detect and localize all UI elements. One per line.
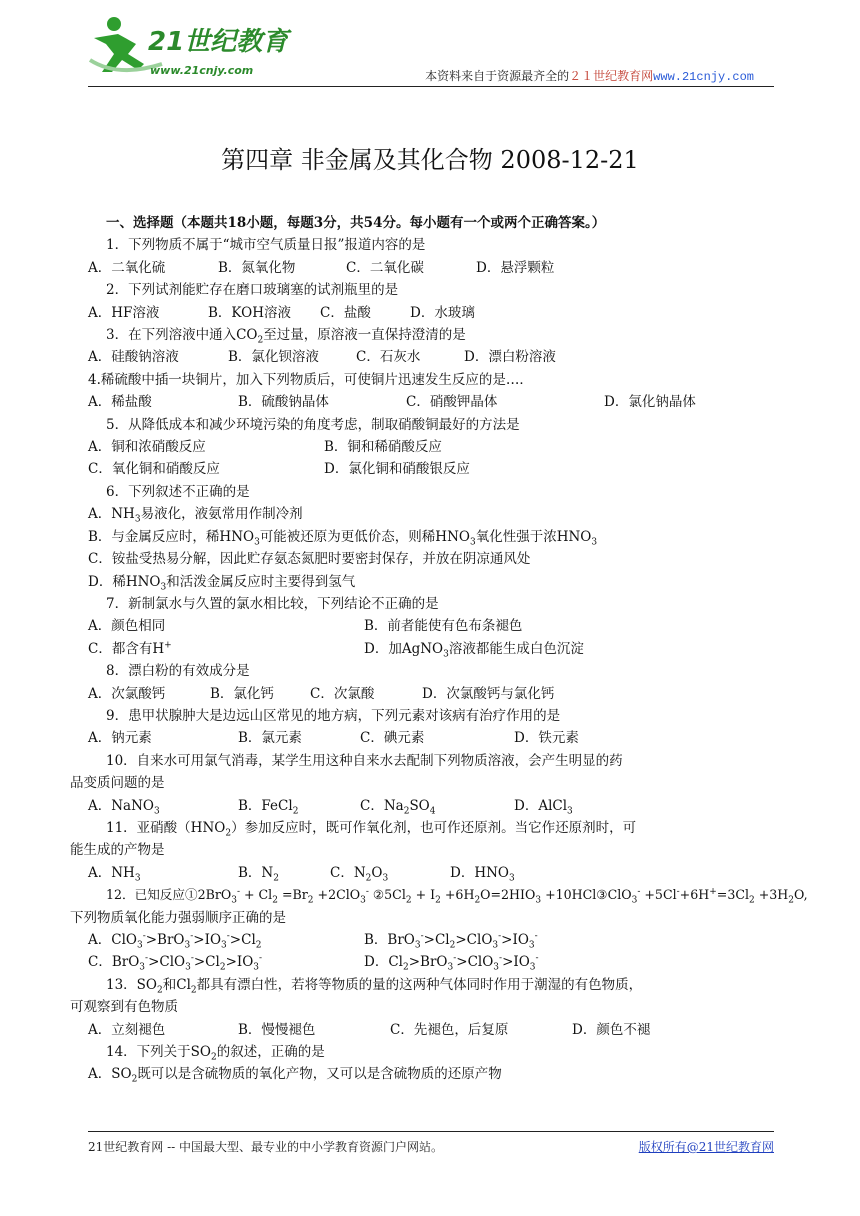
option-c: C．氧化铜和硝酸反应 bbox=[88, 461, 220, 478]
question-13-stem-cont: 可观察到有色物质 bbox=[70, 999, 178, 1016]
footer-divider bbox=[88, 1131, 774, 1132]
question-13-options bbox=[88, 1019, 780, 1041]
option-a: A．二氧化硫 bbox=[88, 259, 166, 276]
option-a: A．$ClO_3^->BrO_3^->IO_3^->Cl_2$ bbox=[88, 931, 262, 951]
option-a: A．颜色相同 bbox=[88, 618, 166, 635]
question-12-options bbox=[88, 929, 780, 951]
option-d: D．铁元素 bbox=[514, 730, 579, 747]
question-10-options bbox=[88, 795, 780, 817]
question-10-stem: 10．自来水可用氯气消毒，某学生用这种自来水去配制下列物质溶液，会产生明显的药 bbox=[106, 752, 623, 769]
question-2-stem: 2．下列试剂能贮存在磨口玻璃塞的试剂瓶里的是 bbox=[106, 282, 399, 299]
question-6-stem: 6．下列叙述不正确的是 bbox=[106, 483, 250, 500]
option-a: A．立刻褪色 bbox=[88, 1021, 166, 1038]
option-d: D．AlCl$_3$ bbox=[514, 797, 573, 817]
question-list bbox=[70, 212, 808, 1086]
option-a: A．钠元素 bbox=[88, 730, 152, 747]
option-c: C．$Na_2SO_4$ bbox=[360, 797, 436, 817]
question-13-stem: 13．$SO_2$和$Cl_2$都具有漂白性，若将等物质的量的这两种气体同时作用于潮湿的有色物质， bbox=[106, 976, 643, 996]
option-a: A．HF溶液 bbox=[88, 304, 160, 321]
option-d: D．氯化铜和硝酸银反应 bbox=[324, 461, 470, 478]
option-a: A．$NH_3$ bbox=[88, 864, 141, 884]
option-b: B．FeCl$_2$ bbox=[238, 797, 299, 817]
header-note-url[interactable]: www.21cnjy.com bbox=[653, 70, 754, 84]
logo-text: 21世纪教育 bbox=[148, 27, 289, 57]
question-11-stem-cont: 能生成的产物是 bbox=[70, 842, 165, 859]
option-c: C．盐酸 bbox=[320, 304, 371, 321]
option-b: B．氮氧化物 bbox=[218, 259, 296, 276]
question-14-stem: 14．下列关于$SO_2$的叙述，正确的是 bbox=[106, 1044, 325, 1063]
logo-url-text: www.21cnjy.com bbox=[150, 64, 254, 77]
option-b: B．KOH溶液 bbox=[208, 304, 291, 321]
question-7-options bbox=[88, 615, 780, 637]
question-8-options bbox=[88, 683, 780, 705]
question-10-stem-cont: 品变质问题的是 bbox=[70, 775, 165, 792]
option-b: B．$N_2$ bbox=[238, 864, 279, 884]
option-a: A．铜和浓硝酸反应 bbox=[88, 439, 206, 456]
copyright-link[interactable]: 版权所有@21世纪教育网 bbox=[638, 1140, 774, 1154]
site-logo bbox=[88, 14, 298, 84]
option-d: D．稀$HNO_3$和活泼金属反应时主要得到氢气 bbox=[88, 573, 356, 593]
option-d: D．氯化钠晶体 bbox=[604, 394, 696, 411]
option-c: C．先褪色，后复原 bbox=[390, 1021, 509, 1038]
option-b: B．慢慢褪色 bbox=[238, 1021, 316, 1038]
option-b: B．$BrO_3^->Cl_2>ClO_3^->IO_3^-$ bbox=[364, 931, 538, 951]
option-d: D．$HNO_3$ bbox=[450, 864, 515, 884]
option-d: D．次氯酸钙与氯化钙 bbox=[422, 685, 555, 702]
question-11-stem: 11．亚硝酸$(HNO_2)$参加反应时，既可作氧化剂，也可作还原剂。当它作还原剂时，可 bbox=[106, 819, 637, 839]
option-c: C．二氧化碳 bbox=[346, 259, 424, 276]
option-d: D．加AgNO$_3$溶液都能生成白色沉淀 bbox=[364, 640, 584, 660]
question-9-options bbox=[88, 727, 780, 749]
option-a: A．$SO_2$既可以是含硫物质的氧化产物，又可以是含硫物质的还原产物 bbox=[88, 1066, 502, 1086]
question-8-stem: 8．漂白粉的有效成分是 bbox=[106, 663, 250, 680]
option-b: B．氯元素 bbox=[238, 730, 302, 747]
option-b: B．氯化钡溶液 bbox=[228, 349, 319, 366]
option-c: C．碘元素 bbox=[360, 730, 425, 747]
header-note-prefix: 本资料来自于资源最齐全的 bbox=[425, 69, 570, 83]
question-7-stem: 7．新制氯水与久置的氯水相比较，下列结论不正确的是 bbox=[106, 595, 439, 612]
option-c: C．$BrO_3^->ClO_3^->Cl_2>IO_3^-$ bbox=[88, 953, 263, 974]
question-12-stem-cont: 下列物质氧化能力强弱顺序正确的是 bbox=[70, 909, 286, 926]
option-a: A．硅酸钠溶液 bbox=[88, 349, 179, 366]
option-b: B．氯化钙 bbox=[210, 685, 274, 702]
question-11-options bbox=[88, 862, 780, 884]
question-4-stem: 4.稀硫酸中插一块铜片，加入下列物质后，可使铜片迅速发生反应的是…． bbox=[88, 371, 533, 388]
option-d: D．水玻璃 bbox=[410, 304, 475, 321]
option-c: C．次氯酸 bbox=[310, 685, 375, 702]
option-b: B．前者能使有色布条褪色 bbox=[364, 618, 523, 635]
question-5-stem: 5．从降低成本和减少环境污染的角度考虑，制取硝酸铜最好的方法是 bbox=[106, 416, 520, 433]
option-c: C．石灰水 bbox=[356, 349, 421, 366]
question-1-options bbox=[88, 257, 780, 279]
page-title: 第四章 非金属及其化合物 2008-12-21 bbox=[221, 146, 639, 174]
footer-text: 21世纪教育网 -- 中国最大型、最专业的中小学教育资源门户网站。 bbox=[88, 1140, 444, 1154]
option-a: A．NaNO$_3$ bbox=[88, 797, 160, 817]
option-c: C．硝酸钾晶体 bbox=[406, 394, 498, 411]
question-9-stem: 9．患甲状腺肿大是边远山区常见的地方病，下列元素对该病有治疗作用的是 bbox=[106, 707, 561, 724]
option-b: B．铜和稀硝酸反应 bbox=[324, 439, 442, 456]
header-divider bbox=[88, 86, 774, 87]
option-c: C．$N_2O_3$ bbox=[330, 864, 389, 884]
option-d: D．漂白粉溶液 bbox=[464, 349, 556, 366]
option-b: B．与金属反应时，稀$HNO_3$可能被还原为更低价态，则稀$HNO_3$氧化性强于浓$HNO_3$ bbox=[88, 528, 598, 548]
header-note-brand: ２１世纪教育网 bbox=[569, 69, 654, 83]
option-a: A．次氯酸钙 bbox=[88, 685, 166, 702]
option-c: C．铵盐受热易分解，因此贮存氨态氮肥时要密封保存，并放在阴凉通风处 bbox=[88, 551, 531, 568]
question-2-options bbox=[88, 302, 780, 324]
question-1-stem: 1．下列物质不属于“城市空气质量日报”报道内容的是 bbox=[106, 237, 426, 254]
section-heading: 一、选择题（本题共18小题，每题3分，共54分。每小题有一个或两个正确答案。） bbox=[106, 215, 606, 231]
option-d: D．颜色不褪 bbox=[572, 1021, 651, 1038]
option-c: C．都含有H+ bbox=[88, 640, 172, 657]
option-d: D．悬浮颗粒 bbox=[476, 259, 555, 276]
question-5-options bbox=[88, 436, 780, 458]
question-12-stem: 12．已知反应①2BrO$_3$- + $Cl_2 =Br_2 +2ClO_3^-$ $②5Cl_2 + I_2 +6H_2O=2HIO_3$ +10HCl③ClO$_3$- $+5Cl^-+6H^+=3Cl_2 +3H_2O$, bbox=[106, 887, 808, 906]
option-a: A．$NH_3$易液化，液氨常用作制冷剂 bbox=[88, 506, 303, 525]
question-3-options bbox=[88, 346, 780, 368]
question-3-stem: 3．在下列溶液中通入$CO_2$至过量，原溶液一直保持澄清的是 bbox=[106, 327, 466, 346]
option-d: D．$Cl_2>BrO_3^->ClO_3^->IO_3^-$ bbox=[364, 953, 539, 974]
question-4-options bbox=[88, 391, 780, 413]
header-note bbox=[425, 67, 754, 84]
option-a: A．稀盐酸 bbox=[88, 394, 152, 411]
option-b: B．硫酸钠晶体 bbox=[238, 394, 329, 411]
